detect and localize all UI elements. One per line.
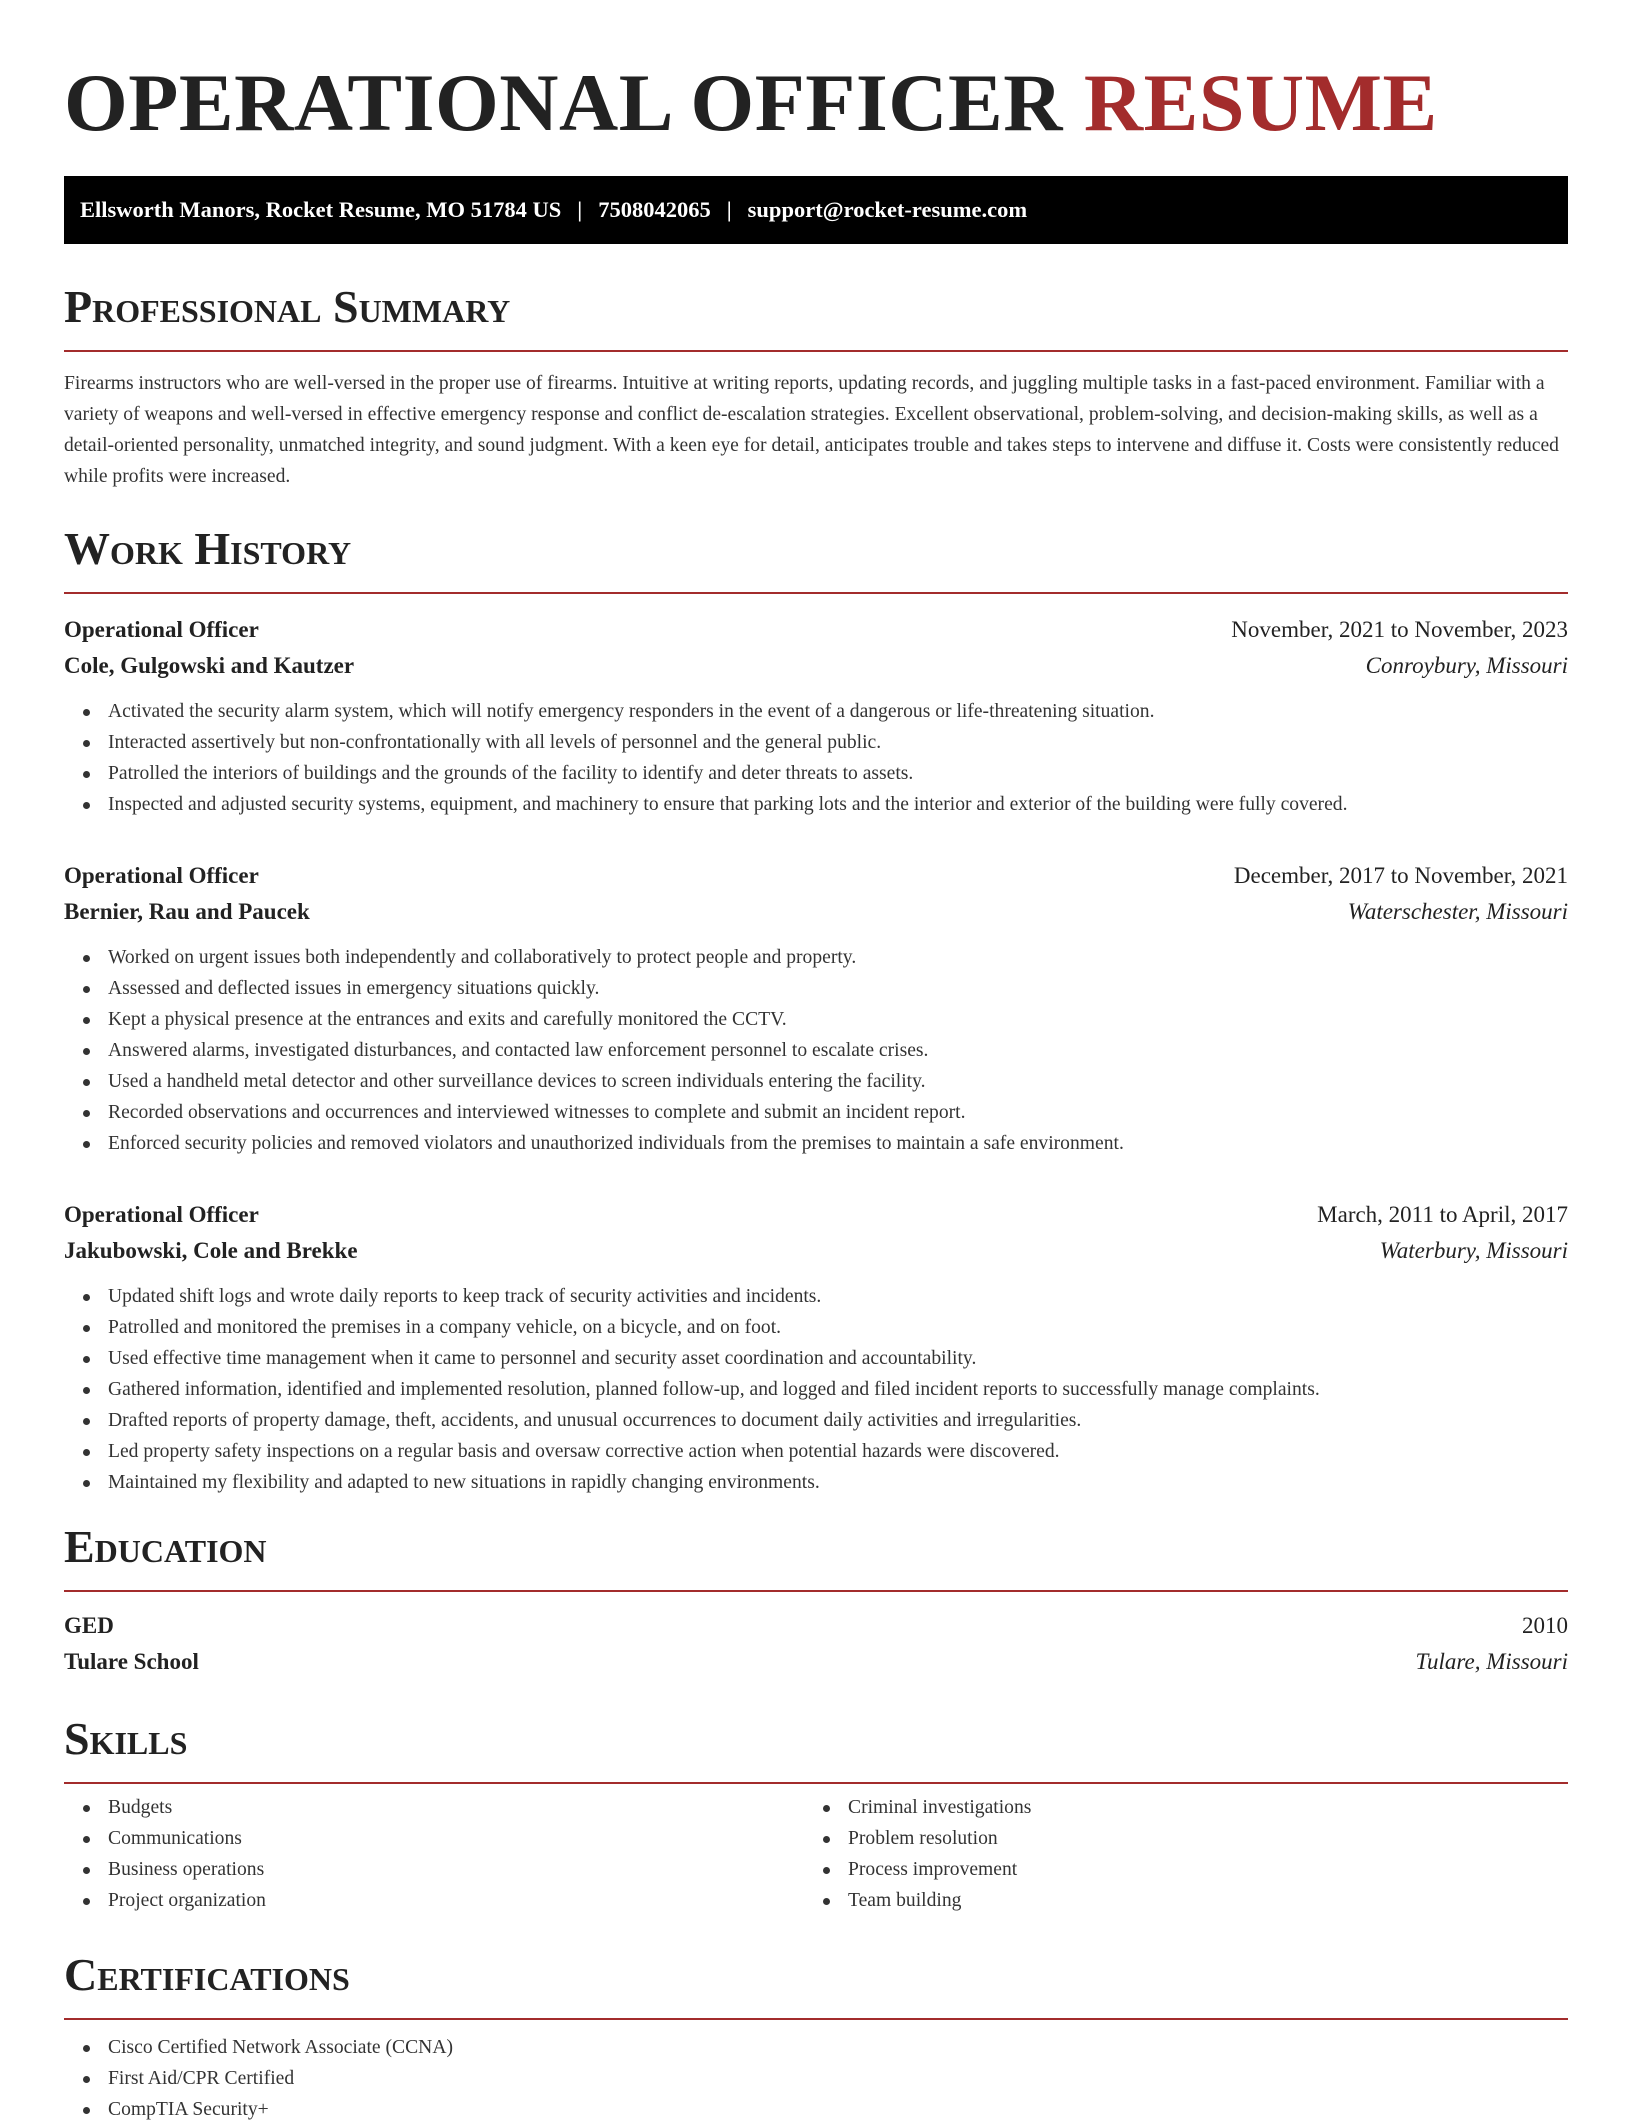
section-divider: [64, 2018, 1568, 2020]
job-entry: [64, 858, 1568, 1159]
education-degree: GED: [64, 1613, 114, 1638]
education-location: Tulare, Missouri: [1415, 1649, 1568, 1674]
education-year: 2010: [1522, 1613, 1568, 1638]
skill-item: Project organization: [64, 1885, 804, 1916]
skill-item: Communications: [64, 1823, 804, 1854]
contact-bar: [64, 176, 1568, 244]
job-company: Jakubowski, Cole and Brekke: [64, 1238, 358, 1263]
job-location: Waterschester, Missouri: [1347, 899, 1568, 924]
education-section: [64, 1518, 1568, 1680]
list-item: Gathered information, identified and implemented resolution, planned follow-up, and logged and filed incident reports to successfully manage complaints.: [64, 1374, 1568, 1405]
work-history-section: [64, 520, 1568, 1498]
job-title: Operational Officer: [64, 1202, 259, 1227]
certification-item: CompTIA Security+: [64, 2094, 1568, 2125]
job-entry: [64, 1197, 1568, 1498]
list-item: Drafted reports of property damage, theft, accidents, and unusual occurrences to document daily activities and irregularities.: [64, 1405, 1568, 1436]
job-title: Operational Officer: [64, 617, 259, 642]
list-item: Used a handheld metal detector and other surveillance devices to screen individuals entering the facility.: [64, 1066, 1568, 1097]
skills-list-right: [804, 1792, 1544, 1916]
skill-item: Team building: [804, 1885, 1544, 1916]
list-item: Recorded observations and occurrences and interviewed witnesses to complete and submit an incident report.: [64, 1097, 1568, 1128]
certifications-heading: Certifications: [64, 1949, 350, 2000]
list-item: Updated shift logs and wrote daily reports to keep track of security activities and incidents.: [64, 1281, 1568, 1312]
contact-separator: |: [726, 197, 732, 222]
education-heading: Education: [64, 1521, 267, 1572]
certifications-list: [64, 2032, 1568, 2125]
section-divider: [64, 1590, 1568, 1592]
resume-title: [64, 50, 1568, 156]
list-item: Assessed and deflected issues in emergency situations quickly.: [64, 973, 1568, 1004]
skill-item: Problem resolution: [804, 1823, 1544, 1854]
job-company: Cole, Gulgowski and Kautzer: [64, 653, 355, 678]
list-item: Enforced security policies and removed violators and unauthorized individuals from the premises to maintain a safe environment.: [64, 1128, 1568, 1159]
skill-item: Budgets: [64, 1792, 804, 1823]
skill-item: Business operations: [64, 1854, 804, 1885]
skills-section: [64, 1710, 1568, 1916]
list-item: Maintained my flexibility and adapted to new situations in rapidly changing environments.: [64, 1467, 1568, 1498]
job-dates: November, 2021 to November, 2023: [1231, 617, 1568, 642]
skill-item: Process improvement: [804, 1854, 1544, 1885]
job-entry: [64, 612, 1568, 820]
list-item: Led property safety inspections on a regular basis and oversaw corrective action when potential hazards were discovered.: [64, 1436, 1568, 1467]
list-item: Patrolled the interiors of buildings and the grounds of the facility to identify and deter threats to assets.: [64, 758, 1568, 789]
list-item: Used effective time management when it came to personnel and security asset coordination and accountability.: [64, 1343, 1568, 1374]
job-company: Bernier, Rau and Paucek: [64, 899, 310, 924]
certification-item: First Aid/CPR Certified: [64, 2063, 1568, 2094]
job-duties: [64, 942, 1568, 1159]
list-item: Inspected and adjusted security systems, equipment, and machinery to ensure that parking lots and the interior and exterior of the building were fully covered.: [64, 789, 1568, 820]
education-school: Tulare School: [64, 1649, 199, 1674]
certifications-section: [64, 1946, 1568, 2125]
section-divider: [64, 592, 1568, 594]
skills-heading: Skills: [64, 1713, 188, 1764]
contact-email: support@rocket-resume.com: [747, 197, 1028, 222]
job-location: Conroybury, Missouri: [1365, 653, 1568, 678]
skill-item: Criminal investigations: [804, 1792, 1544, 1823]
contact-address: Ellsworth Manors, Rocket Resume, MO 51784 US: [80, 197, 562, 222]
skills-columns: [64, 1792, 1568, 1916]
list-item: Answered alarms, investigated disturbances, and contacted law enforcement personnel to escalate crises.: [64, 1035, 1568, 1066]
certification-item: Cisco Certified Network Associate (CCNA): [64, 2032, 1568, 2063]
skills-list-left: [64, 1792, 804, 1916]
section-divider: [64, 350, 1568, 352]
job-dates: December, 2017 to November, 2021: [1233, 863, 1568, 888]
contact-separator: |: [577, 197, 583, 222]
list-item: Kept a physical presence at the entrances and exits and carefully monitored the CCTV.: [64, 1004, 1568, 1035]
education-entry: [64, 1608, 1568, 1680]
section-divider: [64, 1782, 1568, 1784]
job-dates: March, 2011 to April, 2017: [1317, 1202, 1568, 1227]
contact-phone: 7508042065: [598, 197, 711, 222]
list-item: Patrolled and monitored the premises in a company vehicle, on a bicycle, and on foot.: [64, 1312, 1568, 1343]
work-history-heading: Work History: [64, 523, 352, 574]
title-accent: RESUME: [1083, 57, 1438, 148]
list-item: Interacted assertively but non-confrontationally with all levels of personnel and the general public.: [64, 727, 1568, 758]
summary-section: [64, 278, 1568, 492]
title-main: OPERATIONAL OFFICER: [64, 57, 1063, 148]
job-duties: [64, 1281, 1568, 1498]
list-item: Activated the security alarm system, which will notify emergency responders in the event of a dangerous or life-threatening situation.: [64, 696, 1568, 727]
summary-heading: Professional Summary: [64, 281, 511, 332]
summary-text: Firearms instructors who are well-versed in the proper use of firearms. Intuitive at writing reports, updating records, and juggling multiple tasks in a fast-paced environment. Familiar with a variety of weapons and well-versed in effective emergency response and conflict de-escalation strategies. Excellent observational, problem-solving, and decision-making skills, as well as a detail-oriented personality, unmatched integrity, and sound judgment. With a keen eye for detail, anticipates trouble and takes steps to intervene and diffuse it. Costs were consistently reduced while profits were increased.: [64, 373, 1559, 487]
job-location: Waterbury, Missouri: [1379, 1238, 1568, 1263]
list-item: Worked on urgent issues both independently and collaboratively to protect people and property.: [64, 942, 1568, 973]
job-duties: [64, 696, 1568, 820]
job-title: Operational Officer: [64, 863, 259, 888]
